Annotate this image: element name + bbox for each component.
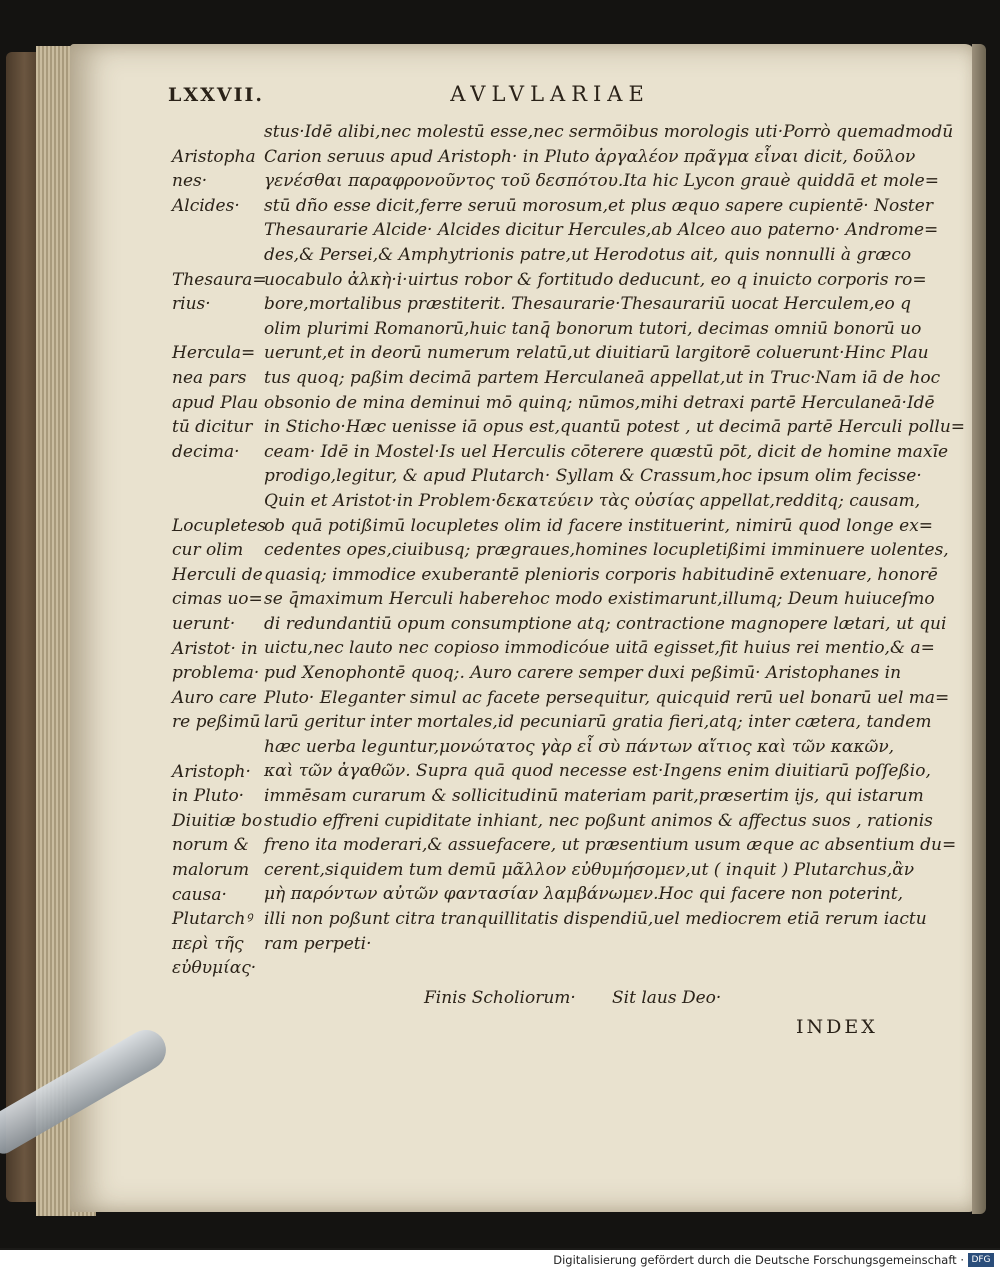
margin-note-line: Plutarchꝰ [172, 909, 252, 930]
text-line: uocabulo ἀλκὴ·i·uirtus robor & fortitudo deducunt, eo q inuicto corporis ro= [264, 269, 927, 290]
margin-note-line: Locupletes [172, 515, 266, 536]
margin-note-line: Alcides· [172, 195, 240, 216]
running-title-wrap [0, 82, 1000, 106]
text-line: obsonio de mina deminui mō quinq; nūmos,mihi detraxi partē Herculaneā·Idē [264, 392, 935, 413]
margin-note-line: Aristot· in [172, 638, 258, 659]
margin-note-line: norum & [172, 835, 249, 856]
margin-note-line: Thesaura= [172, 269, 267, 290]
text-line: hæc uerba leguntur,μονώτατος γὰρ εἶ σὺ πάντων αἴτιος καὶ τῶν κακῶν, [264, 736, 895, 757]
margin-note-line: nea pars [172, 367, 247, 388]
laus-deo-line: Sit laus Deo· [612, 988, 722, 1008]
margin-note-line: cimas uo= [172, 589, 263, 610]
margin-note [172, 760, 262, 981]
text-line: uictu,nec lauto nec copioso immodicóue uitā egisset,fit huius rei mentio,& a= [264, 638, 935, 659]
margin-note-line: malorum [172, 859, 250, 880]
text-line: καὶ τῶν ἀγαθῶν. Supra quā quod necesse est·Ingens enim diuitiarū poſſeßio, [264, 761, 931, 782]
margin-note-line: cur olim [172, 540, 244, 561]
text-line: Pluto· Eleganter simul ac facete persequitur, quicquid rerū uel bonarū uel ma= [264, 687, 950, 708]
text-line: se q̄maximum Herculi haberehoc modo existimarunt,illumq; Deum huiuceſmo [264, 589, 935, 610]
text-line: cedentes opes,ciuibusq; prægraues,homines locupletißimi imminuere uolentes, [264, 540, 949, 561]
margin-note [172, 194, 262, 219]
margin-note-line: rius· [172, 294, 211, 315]
text-line: stus·Idē alibi,nec molestū esse,nec sermōibus morologis uti·Porrò quemadmodū [264, 122, 954, 142]
commentary-text [264, 120, 966, 956]
text-line: ob quā potißimū locupletes olim id facere instituerint, nimirū quod longe ex= [264, 515, 934, 536]
margin-note-line: περὶ τῆς [172, 933, 244, 954]
digitization-footer [0, 1250, 1000, 1271]
text-line: Carion seruus apud Aristoph· in Pluto ἀργαλέον πρᾶγμα εἶναι dicit, δοῦλον [264, 146, 916, 167]
margin-note-line: Diuitiæ bo [172, 810, 263, 831]
text-line: γενέσθαι παραφρονοῦντος τοῦ δεσπότου.Ita hic Lycon grauè quiddā et mole= [264, 171, 939, 192]
margin-note [172, 514, 266, 637]
margin-note [172, 637, 262, 686]
right-page-fold [972, 44, 986, 1214]
margin-note [172, 341, 262, 464]
margin-note-line: decima· [172, 441, 240, 462]
catchword: INDEX [796, 1016, 878, 1038]
margin-note-line: causa· [172, 884, 227, 905]
margin-note-line: in Pluto· [172, 786, 245, 807]
margin-note-line: tū dicitur [172, 417, 253, 438]
text-line: cerent,siquidem tum demū μᾶλλον εὐθυμήσομεν,ut ( inquit ) Plutarchus,ἂν [264, 859, 915, 880]
text-line: uerunt,et in deorū numerum relatū,ut diuitiarū largitorē coluerunt·Hinc Plau [264, 343, 929, 364]
margin-note-line: εὐθυμίας· [172, 958, 257, 979]
margin-note-line: Herculi de [172, 564, 263, 585]
dfg-logo: DFG [968, 1253, 994, 1267]
margin-note [172, 686, 262, 735]
text-line: freno ita moderari,& assuefacere, ut præsentium usum æque ac absentium du= [264, 835, 957, 856]
finis-line: Finis Scholiorum· [424, 988, 576, 1008]
text-line: μὴ παρόντων αὐτῶν φαντασίαν λαμβάνωμεν.Hoc qui facere non poterint, [264, 884, 904, 905]
text-line: ram perpeti· [264, 933, 372, 954]
folio-number: LXXVII. [168, 84, 264, 106]
margin-note-line: Aristopha [172, 146, 256, 167]
text-line: in Sticho·Hæc uenisse iā opus est,quantū potest , ut decimā partē Herculi pollu= [264, 417, 966, 438]
text-line: studio effreni cupiditate inhiant, nec poßunt animos & affectus suos , rationis [264, 810, 933, 831]
margin-note-line: Hercula= [172, 343, 256, 364]
text-line: prodigo,legitur, & apud Plutarch· Syllam & Crassum,hoc ipsum olim fecisse· [264, 466, 922, 487]
text-line: bore,mortalibus præstiterit. Thesaurarie·Thesaurariū uocat Herculem,eo q [264, 294, 912, 315]
text-line: tus quoq; paßim decimā partem Herculaneā appellat,ut in Truc·Nam iā de hoc [264, 367, 941, 388]
margin-note-line: apud Plau [172, 392, 259, 413]
text-line: des,& Persei,& Amphytrionis patre,ut Herodotus ait, quis nonnulli à græco [264, 244, 912, 265]
text-line: olim plurimi Romanorū,huic tanq̄ bonorum tutori, decimas omniū bonorū uo [264, 318, 922, 339]
margin-note-line: Auro care [172, 687, 257, 708]
margin-note-line: problema· [172, 663, 260, 684]
text-line: stū dño esse dicit,ferre seruū morosum,et plus æquo sapere cupientē· Noster [264, 195, 933, 216]
margin-note-line: uerunt· [172, 613, 236, 634]
text-line: pud Xenophontē quoq;. Auro carere semper duxi peßimū· Aristophanes in [264, 663, 902, 684]
margin-note-line: nes· [172, 171, 208, 192]
margin-note-line: re peßimū [172, 712, 261, 733]
text-line: ceam· Idē in Mostel·Is uel Herculis cōterere quæstū pōt, dicit de homine maxīe [264, 441, 949, 462]
text-line: Thesaurarie Alcide· Alcides dicitur Hercules,ab Alceo auo paterno· Androme= [264, 220, 939, 241]
text-line: di redundantiū opum consumptione atq; contractione magnopere lætari, ut qui [264, 613, 947, 634]
margin-note-line: Aristoph· [172, 761, 251, 782]
text-line: immēsam curarum & sollicitudinū materiam parit,præsertim ijs, qui istarum [264, 786, 924, 807]
margin-note [172, 145, 262, 194]
text-line: illi non poßunt citra tranquillitatis dispendiū,uel mediocrem etiā rerum iactu [264, 909, 927, 929]
text-line: Quin et Aristot·in Problem·δεκατεύειν τὰς οὐσίας appellat,redditq; causam, [264, 490, 921, 511]
running-title: AVLVLARIAE [450, 82, 650, 106]
text-line: larū geritur inter mortales,id pecuniarū gratia fieri,atq; inter cætera, tandem [264, 712, 932, 733]
footer-credit: Digitalisierung gefördert durch die Deutsche Forschungsgemeinschaft · [553, 1253, 964, 1267]
margin-note [172, 268, 267, 317]
text-line: quasiq; immodice exuberantē plenioris corporis habitudinē extenuare, honorē [264, 564, 938, 585]
